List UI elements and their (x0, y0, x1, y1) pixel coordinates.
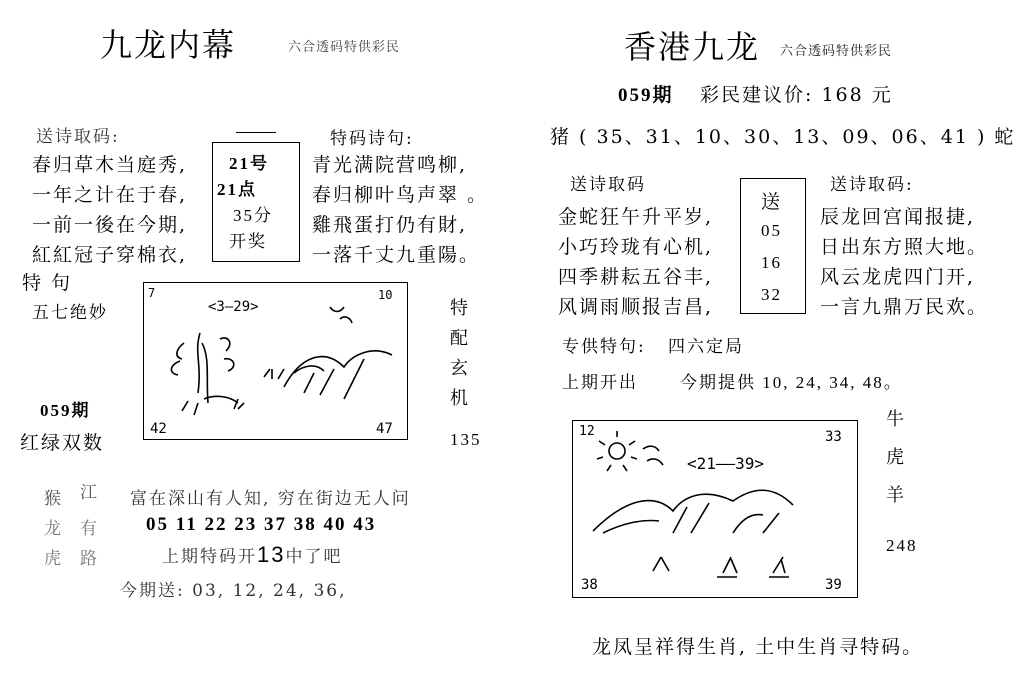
vertical-char: 羊 (886, 485, 904, 506)
left-sketch-frame (143, 282, 408, 440)
today-send: 今期送: 03, 12, 24, 36, (120, 581, 347, 601)
poem-line: 春归柳叶鸟声翠 。 (312, 184, 489, 206)
send-box (740, 178, 806, 314)
sketch-num-tr: 10 (378, 288, 393, 302)
poem-line: 春归草木当庭秀, (32, 154, 188, 176)
right-title: 香港九龙 (624, 28, 761, 66)
poem-line: 金蛇狂午升平岁, (558, 206, 714, 228)
right-sketch-frame (572, 420, 858, 598)
left-poem-a-label: 送诗取码: (36, 127, 120, 147)
left-poem-b-label: 特码诗句: (330, 129, 414, 149)
color-label: 红绿双数 (20, 432, 105, 454)
vertical-char: 机 (450, 388, 468, 409)
poem-line: 一前一後在今期, (32, 214, 188, 236)
poem-line: 雞飛蛋打仍有財, (312, 214, 468, 236)
draw-hour: 21点 (217, 180, 257, 199)
left-line1: 富在深山有人知, 穷在街边无人问 (130, 489, 411, 509)
poem-line: 青光满院营鸣柳, (312, 154, 468, 176)
code-135: 135 (450, 430, 482, 449)
draw-minute: 35分 (233, 206, 273, 225)
side-char: 江 (80, 483, 99, 503)
vertical-char: 牛 (886, 409, 904, 430)
sketch-num-br: 47 (376, 421, 393, 437)
last-open: 上期开出 (562, 373, 638, 393)
poem-line: 一落千丈九重陽。 (312, 244, 481, 266)
send-label: 送 (761, 191, 783, 213)
last-draw-suffix: 中了吧 (285, 547, 343, 567)
right-footer: 龙凤呈祥得生肖, 土中生肖寻特码。 (592, 636, 924, 658)
draw-time-box (212, 142, 300, 262)
poem-line: 一言九鼎万民欢。 (820, 296, 989, 318)
poem-line: 一年之计在于春, (32, 184, 188, 206)
sketch-num-bl: 38 (581, 577, 598, 593)
last-draw-prefix: 上期特码开 (162, 547, 257, 567)
side-char: 虎 (44, 549, 63, 569)
left-issue: 059期 (40, 401, 91, 420)
code-248: 248 (886, 536, 918, 555)
poem-line: 小巧玲珑有心机, (558, 236, 714, 258)
side-char: 路 (80, 549, 99, 569)
vertical-char: 配 (450, 328, 468, 349)
last-draw-num: 13 (257, 542, 286, 567)
poem-line: 四季耕耘五谷丰, (558, 266, 714, 288)
right-subtitle: 六合透码特供彩民 (780, 44, 893, 59)
sketch-num-tl: 7 (148, 286, 156, 300)
special-phrase-label: 特 句 (22, 272, 73, 294)
side-char: 猴 (44, 489, 63, 509)
poem-line: 紅紅冠子穿棉衣, (32, 244, 188, 266)
left-sketch (144, 283, 407, 439)
pig-line: 猪 ( 35、31、10、30、13、09、06、41 ) 蛇 (550, 126, 1016, 148)
right-sketch-strokes (593, 431, 793, 577)
draw-date: 21号 (229, 154, 269, 173)
divider (236, 132, 276, 133)
last-draw (162, 542, 342, 568)
poem-line: 辰龙回宫闻报捷, (820, 206, 976, 228)
sketch-num-tr: 33 (825, 429, 842, 445)
special-value: 四六定局 (668, 337, 744, 357)
vertical-char: 虎 (886, 447, 904, 468)
right-sketch (573, 421, 857, 597)
today-provide: 今期提供 10, 24, 34, 48。 (680, 373, 903, 392)
poem-line: 日出东方照大地。 (820, 236, 989, 258)
send-num: 05 (761, 221, 782, 240)
sketch-num-mid: <3—29> (208, 299, 259, 315)
vertical-char: 玄 (450, 358, 468, 379)
send-num: 32 (761, 285, 782, 304)
left-subtitle: 六合透码特供彩民 (288, 40, 401, 55)
left-title: 九龙内幕 (100, 26, 237, 64)
phrase: 五七绝妙 (32, 303, 108, 323)
right-panel (520, 0, 1026, 684)
sketch-num-tl: 12 (579, 424, 595, 439)
special-label: 专供特句: (562, 337, 646, 357)
draw-open: 开奖 (229, 232, 267, 252)
left-numbers: 05 11 22 23 37 38 40 43 (146, 514, 377, 535)
left-sketch-strokes (171, 307, 392, 415)
right-poem-a-label: 送诗取码 (570, 175, 646, 195)
side-char: 龙 (44, 519, 63, 539)
right-issue: 059期 (618, 85, 674, 106)
poem-line: 风云龙虎四门开, (820, 266, 976, 288)
vertical-char: 特 (450, 298, 468, 319)
side-char: 有 (80, 519, 99, 539)
right-price: 彩民建议价: 168 元 (700, 84, 893, 106)
send-num: 16 (761, 253, 782, 272)
right-poem-b-label: 送诗取码: (830, 175, 914, 195)
poem-line: 风调雨顺报吉昌, (558, 296, 714, 318)
sketch-num-bl: 42 (150, 421, 167, 437)
sketch-num-mid: <21——39> (687, 454, 765, 473)
sketch-num-br: 39 (825, 577, 842, 593)
